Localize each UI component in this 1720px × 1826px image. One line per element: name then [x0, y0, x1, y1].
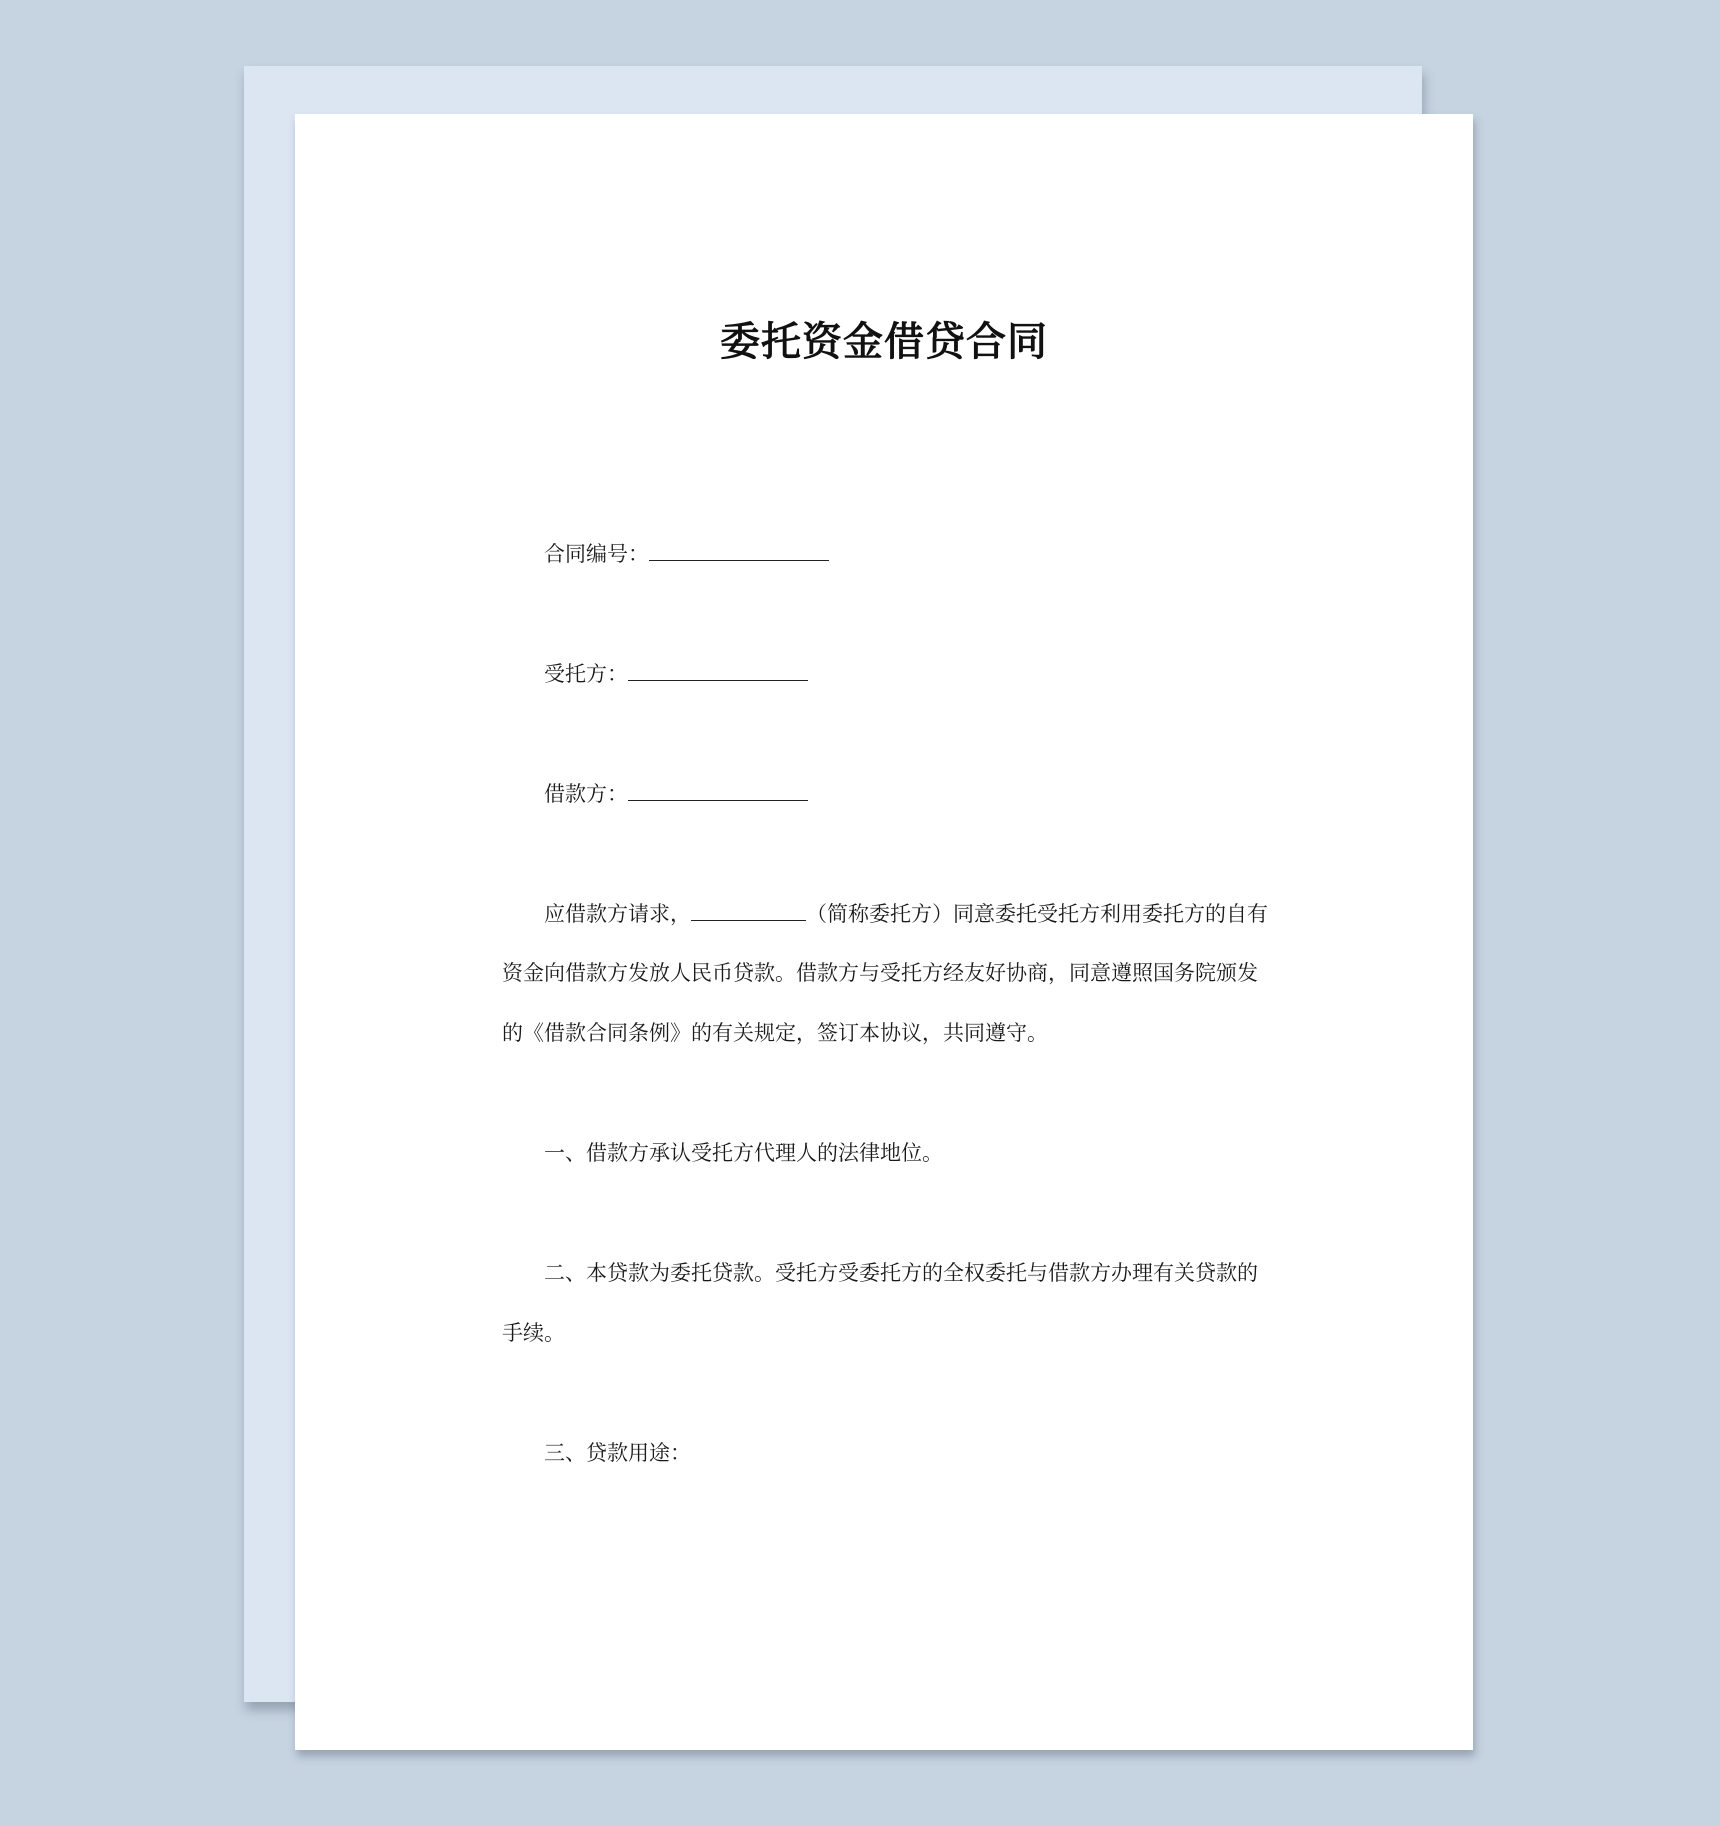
contract-number-blank[interactable] — [649, 538, 829, 561]
trustee-label: 受托方： — [544, 662, 628, 686]
intro-line-1 — [544, 898, 1268, 929]
entrusting-party-blank[interactable] — [691, 898, 806, 921]
borrower-blank[interactable] — [628, 778, 808, 801]
trustee-field — [544, 658, 808, 689]
clause-2-line-2: 手续。 — [502, 1321, 565, 1345]
intro-text-before-blank: 应借款方请求， — [544, 902, 691, 926]
trustee-blank[interactable] — [628, 658, 808, 681]
document-title: 委托资金借贷合同 — [720, 319, 1048, 365]
borrower-field — [544, 778, 808, 809]
clause-2-line-1: 二、本贷款为委托贷款。受托方受委托方的全权委托与借款方办理有关贷款的 — [544, 1261, 1258, 1285]
contract-number-field — [544, 538, 829, 569]
intro-line-2: 资金向借款方发放人民币贷款。借款方与受托方经友好协商，同意遵照国务院颁发 — [502, 961, 1258, 985]
borrower-label: 借款方： — [544, 782, 628, 806]
intro-text-after-blank: （简称委托方）同意委托受托方利用委托方的自有 — [806, 902, 1268, 926]
contract-number-label: 合同编号： — [544, 542, 649, 566]
intro-line-3: 的《借款合同条例》的有关规定，签订本协议，共同遵守。 — [502, 1021, 1048, 1045]
clause-1: 一、借款方承认受托方代理人的法律地位。 — [544, 1141, 943, 1165]
front-page-sheet — [295, 114, 1473, 1750]
clause-3: 三、贷款用途： — [544, 1441, 691, 1465]
